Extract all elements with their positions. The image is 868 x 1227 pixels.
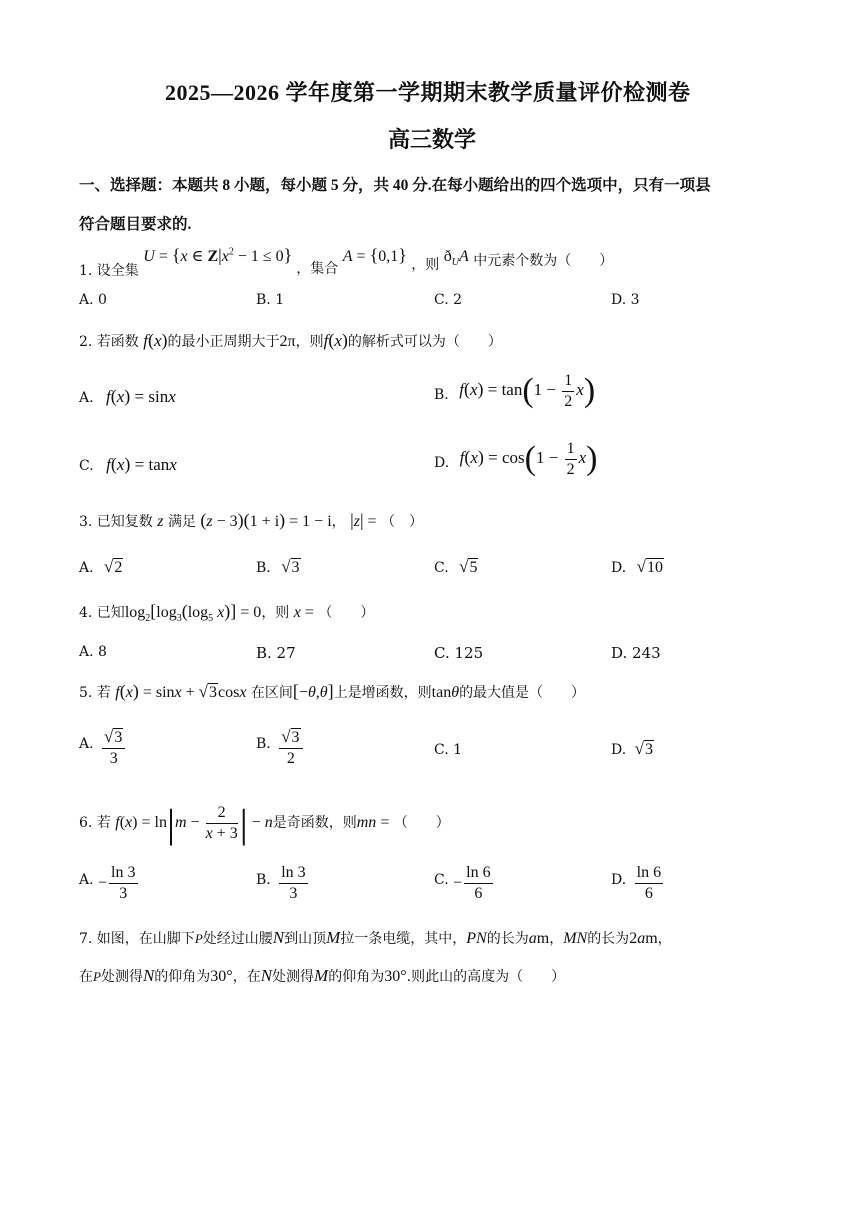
q1-set-a: A = {0,1} <box>342 245 407 265</box>
q3-option-c-value: 5 <box>469 559 478 576</box>
q5-stem-c: 上是增函数，则 <box>333 685 432 701</box>
q5-interval: [−θ,θ] <box>292 681 334 701</box>
q5-stem-a: 5. 若 <box>79 685 111 701</box>
q5-stem-d: 的最大值是（ ） <box>459 685 586 701</box>
q4-equation: $\log_2[\log_3(\log_5$ x)] = 0 <box>124 601 262 625</box>
q2-option-d[interactable]: D. f(x) = cos(1 − $\frac{1}{2}$ x) <box>434 440 598 478</box>
q7-text-j: 处测得 <box>100 969 143 985</box>
q6-option-c-label: C. <box>434 871 449 888</box>
q1-option-b[interactable]: B. 1 <box>256 292 285 308</box>
question-7-line2: 在P处测得N的仰角为30°，在N处测得M的仰角为30°.则此山的高度为（ ） <box>79 966 566 985</box>
q2-two-pi: 2π <box>279 333 296 350</box>
q3-stem-d: （ ） <box>381 514 424 530</box>
q7-text-a: 7. 如图，在山脚下 <box>79 931 195 947</box>
q7-text-c: 到山顶 <box>284 931 327 947</box>
q6-option-a[interactable]: A. − $\frac{\ln 3}{3}$ <box>79 864 136 902</box>
q2-option-c[interactable]: C. f(x) = tanx <box>79 454 177 474</box>
q4-option-c[interactable]: C. 125 <box>434 644 484 662</box>
q3-modulus: |z| = <box>350 510 377 530</box>
q3-option-a-label: A. <box>79 560 94 576</box>
q6-option-c[interactable]: C. − $\frac{\ln 6}{6}$ <box>434 864 491 902</box>
q3-option-d[interactable]: D. √10 <box>611 557 663 576</box>
q6-option-b-label: B. <box>256 871 271 888</box>
q1-universal-set: U = {x ∈ $Z|x^2 - 1 \le 0$} <box>143 245 293 265</box>
q2-stem-c: ，则 <box>295 334 324 350</box>
q6-option-a-label: A. <box>79 871 94 888</box>
section-heading-line2: 符合题目要求的. <box>79 216 192 233</box>
q2-fx-2: f(x) <box>323 330 348 350</box>
q1-stem-a: 1. 设全集 <box>79 263 139 279</box>
q3-option-c[interactable]: C. √5 <box>434 557 478 576</box>
question-1 <box>79 245 614 279</box>
q5-option-b[interactable]: B. $\frac{√3}{2}$ <box>256 728 305 768</box>
q1-option-d[interactable]: D. 3 <box>611 292 640 308</box>
q7-text-k: 的仰角为 <box>154 969 211 985</box>
q2-option-b[interactable]: B. f(x) = tan(1 − $\frac{1}{2}$ x) <box>434 372 596 410</box>
q6-function: f(x) = ln|m − $\frac{2}{x + 3}$ | − n <box>115 801 273 846</box>
q2-stem-d: 的解析式可以为（ ） <box>347 334 502 350</box>
q4-option-b[interactable]: B. 27 <box>256 644 296 662</box>
exam-subtitle: 高三数学 <box>388 127 477 152</box>
q2-option-b-label: B. <box>434 387 449 404</box>
exam-title: 2025—2026 学年度第一学期期末教学质量评价检测卷 <box>165 80 691 105</box>
q7-text-o: .则此山的高度为（ ） <box>406 969 566 985</box>
q7-text-d: 拉一条电缆，其中， <box>340 931 467 947</box>
q5-function: f(x) = sinx + √3cosx <box>115 681 247 701</box>
q7-text-l: ，在 <box>232 969 261 985</box>
q2-option-a-label: A. <box>79 390 94 406</box>
q2-stem-a: 2. 若函数 <box>79 334 139 350</box>
q2-option-d-label: D. <box>434 455 450 472</box>
q5-option-d[interactable]: D. √3 <box>611 739 653 758</box>
q7-text-n: 的仰角为 <box>328 969 385 985</box>
q1-option-a[interactable]: A. 0 <box>79 292 107 308</box>
q3-option-b-label: B. <box>256 560 271 576</box>
q7-text-i: 在 <box>79 969 93 985</box>
q5-stem-b: 在区间 <box>250 685 293 701</box>
q3-option-b[interactable]: B. √3 <box>256 557 300 576</box>
q5-option-a[interactable]: A. $\frac{√3}{3}$ <box>79 728 127 768</box>
q6-option-d[interactable]: D. $\frac{\ln 6}{6}$ <box>611 864 662 902</box>
q6-option-d-label: D. <box>611 871 627 888</box>
q4-option-a[interactable]: A. 8 <box>79 644 107 660</box>
q5-option-c[interactable]: C. 1 <box>434 742 463 758</box>
section-heading-line1: 一、选择题：本题共 8 小题，每小题 5 分，共 40 分.在每小题给出的四个选项中，只有一项县 <box>79 177 711 194</box>
question-3: 3. 已知复数 z 满足 (z − 3)(1 + i) = 1 − i， |z| = （ ） <box>79 510 424 530</box>
q2-option-c-label: C. <box>79 458 94 474</box>
q3-option-a-value: 2 <box>114 559 123 576</box>
q5-option-a-label: A. <box>79 736 94 752</box>
q6-stem-b: 是奇函数，则 <box>272 815 357 832</box>
q2-stem-b: 的最小正周期大于 <box>167 334 280 350</box>
q3-stem-a: 3. 已知复数 <box>79 514 153 530</box>
q3-equation: (z − 3)(1 + i) = 1 − i <box>200 510 332 530</box>
q5-option-b-label: B. <box>256 736 271 752</box>
q6-stem-a: 6. 若 <box>79 815 111 832</box>
q6-option-b[interactable]: B. $\frac{\ln 3}{3}$ <box>256 864 306 902</box>
q7-text-b: 处经过山腰 <box>202 931 273 947</box>
q3-stem-b: 满足 <box>167 514 196 530</box>
q5-option-d-label: D. <box>611 742 627 758</box>
q3-stem-c: ， <box>331 514 346 530</box>
q1-complement: $ð_UA$ <box>443 248 469 269</box>
q3-option-b-value: 3 <box>291 559 300 576</box>
q4-stem-c: （ ） <box>318 605 375 621</box>
q3-option-c-label: C. <box>434 560 449 576</box>
q1-stem-d: 中元素个数为（ ） <box>473 253 614 269</box>
q3-option-d-value: 10 <box>646 559 663 576</box>
q1-stem-b: ，集合 <box>296 261 339 277</box>
q1-option-c[interactable]: C. 2 <box>434 292 463 308</box>
q4-stem-b: ，则 <box>261 605 290 621</box>
question-7-line1: 7. 如图，在山脚下P处经过山腰N到山顶M拉一条电缆，其中，PN的长为am，MN的长为2am， <box>79 928 672 947</box>
q7-text-f: ， <box>549 931 564 947</box>
q2-fx: f(x) <box>143 330 168 350</box>
q7-text-m: 处测得 <box>272 969 315 985</box>
q6-stem-c: （ ） <box>393 815 450 832</box>
question-2 <box>79 330 502 351</box>
q4-stem-a: 4. 已知 <box>79 605 125 621</box>
q3-option-d-label: D. <box>611 560 627 576</box>
q4-option-d[interactable]: D. 243 <box>611 644 661 662</box>
q1-stem-c: ，则 <box>411 257 440 273</box>
question-4: 4. 已知$\log_2[\log_3(\log_5$ x)] = 0，则 x = （ ） <box>79 601 375 625</box>
q7-text-g: 的长为 <box>587 931 630 947</box>
q7-text-h: ， <box>657 931 672 947</box>
q2-option-a[interactable]: A. f(x) = sinx <box>79 386 176 406</box>
q7-text-e: 的长为 <box>486 931 529 947</box>
question-5: 5. 若 f(x) = sinx + √3cosx 在区间[−θ,θ]上是增函数，则tanθ的最大值是（ ） <box>79 681 586 701</box>
question-6: 6. 若 f(x) = ln|m − $\frac{2}{x + 3}$ | − n是奇函数，则mn = （ ） <box>79 801 450 846</box>
q3-option-a[interactable]: A. √2 <box>79 557 123 576</box>
